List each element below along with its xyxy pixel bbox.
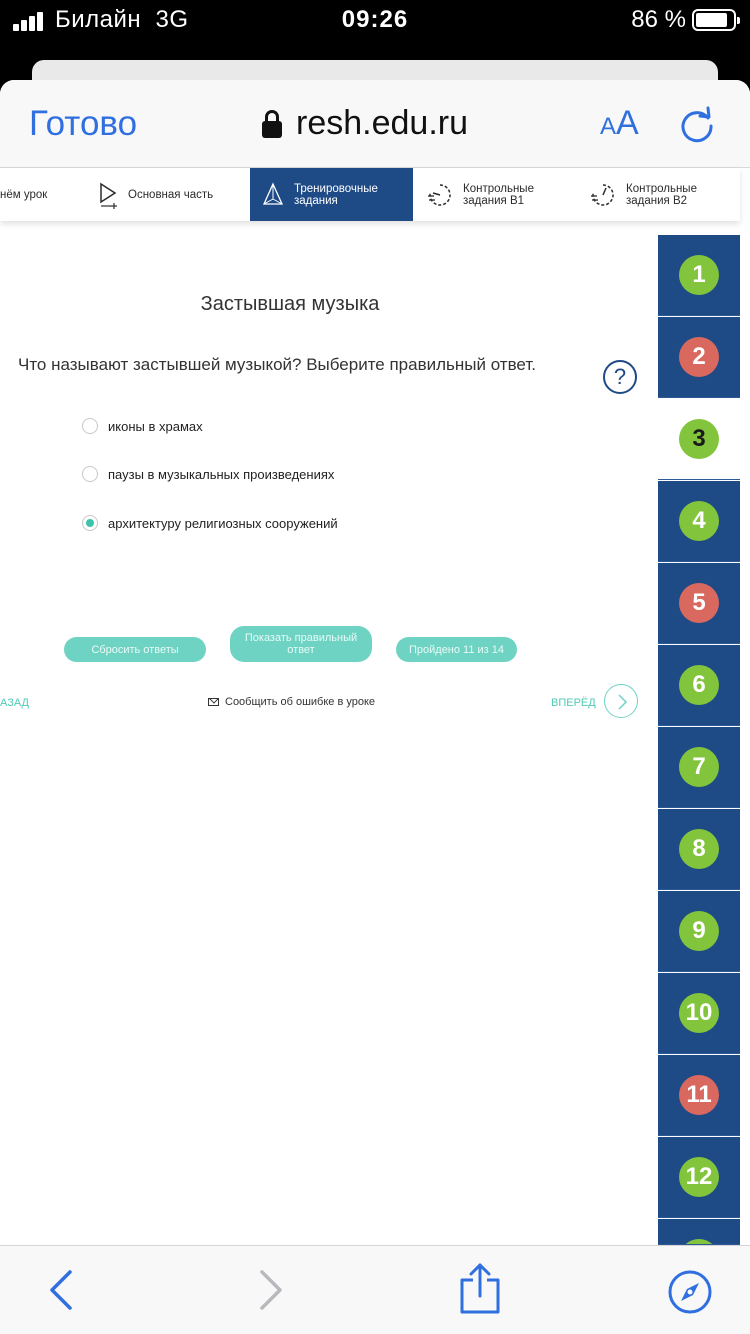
browser-sheet	[0, 80, 750, 1334]
task-number-7[interactable]	[658, 727, 740, 808]
tab-label: Тренировочные задания	[294, 182, 378, 207]
battery-fill	[696, 13, 727, 27]
battery-icon	[692, 9, 736, 31]
play-icon	[98, 181, 118, 209]
reload-icon[interactable]	[678, 106, 716, 144]
task-number-5[interactable]	[658, 563, 740, 644]
compass-icon[interactable]	[666, 1268, 714, 1316]
task-number-9[interactable]	[658, 891, 740, 972]
radio-button[interactable]	[82, 466, 98, 482]
task-number-circle: 3	[679, 419, 719, 459]
chevron-right-icon	[605, 685, 639, 719]
task-number-8[interactable]	[658, 809, 740, 890]
radio-button[interactable]	[82, 418, 98, 434]
task-number-2[interactable]	[658, 317, 740, 398]
tab-main-part[interactable]	[98, 168, 248, 221]
task-number-circle: 5	[679, 583, 719, 623]
task-number-1[interactable]	[658, 235, 740, 316]
stopwatch-icon	[590, 182, 616, 208]
back-arrow-icon[interactable]	[44, 1266, 78, 1314]
progress-badge: Пройдено 11 из 14	[396, 637, 517, 662]
show-answer-button[interactable]: Показать правильный ответ	[230, 626, 372, 662]
clock: 09:26	[341, 6, 409, 33]
tab-lesson[interactable]	[0, 168, 90, 221]
task-number-circle: 2	[679, 337, 719, 377]
text-size-big: A	[616, 104, 639, 142]
mail-icon	[208, 698, 219, 706]
forward-link[interactable]: ВПЕРЁД	[551, 697, 596, 709]
task-number-circle: 9	[679, 911, 719, 951]
url-text: resh.edu.ru	[296, 104, 468, 142]
safari-header	[0, 80, 750, 168]
option-label: паузы в музыкальных произведениях	[108, 466, 335, 482]
answer-option[interactable]	[82, 466, 334, 482]
tab-training[interactable]	[250, 168, 413, 221]
task-title: Застывшая музыка	[200, 293, 380, 315]
lock-icon	[262, 110, 282, 138]
tab-label: Контрольные задания В2	[626, 182, 697, 207]
reset-answers-button[interactable]: Сбросить ответы	[64, 637, 206, 662]
tab-label: нём урок	[0, 188, 48, 201]
forward-arrow-icon[interactable]	[254, 1266, 288, 1314]
task-number-10[interactable]	[658, 973, 740, 1054]
task-numbers	[658, 235, 740, 1245]
task-number-12[interactable]	[658, 1137, 740, 1218]
task-number-4[interactable]	[658, 481, 740, 562]
task-number-circle: 6	[679, 665, 719, 705]
answer-option[interactable]	[82, 515, 338, 531]
help-icon[interactable]: ?	[603, 360, 637, 394]
stopwatch-icon	[427, 182, 453, 208]
tab-label: Основная часть	[128, 188, 214, 201]
report-label: Сообщить об ошибке в уроке	[225, 696, 376, 708]
task-number-11[interactable]	[658, 1055, 740, 1136]
task-number-circle: 7	[679, 747, 719, 787]
report-error-link[interactable]	[208, 696, 375, 708]
task-number-3[interactable]	[658, 399, 740, 480]
carrier-name: Билайн	[55, 6, 142, 33]
carrier-label	[55, 6, 189, 34]
share-icon[interactable]	[458, 1262, 502, 1316]
task-number-circle: 1	[679, 255, 719, 295]
option-label: иконы в храмах	[108, 418, 203, 434]
question-text: Что называют застывшей музыкой? Выберите правильный ответ.	[18, 355, 536, 374]
pyramid-icon	[262, 182, 284, 208]
option-label: архитектуру религиозных сооружений	[108, 515, 338, 531]
status-bar	[0, 0, 750, 40]
text-size-button[interactable]	[600, 104, 639, 143]
task-number-circle: 10	[679, 993, 719, 1033]
network-type: 3G	[155, 6, 189, 33]
task-number-6[interactable]	[658, 645, 740, 726]
answer-option[interactable]	[82, 418, 203, 434]
task-number-circle: 4	[679, 501, 719, 541]
battery-percent: 86 %	[631, 6, 686, 33]
forward-button[interactable]	[604, 684, 638, 718]
address-bar[interactable]	[262, 104, 468, 143]
tab-control-b1[interactable]	[427, 168, 577, 221]
task-number-circle: 12	[679, 1157, 719, 1197]
task-number-13[interactable]	[658, 1219, 740, 1245]
task-number-circle: 11	[679, 1075, 719, 1115]
tab-control-b2[interactable]	[590, 168, 740, 221]
tab-label: Контрольные задания В1	[463, 182, 534, 207]
lesson-tabs	[0, 168, 740, 221]
signal-icon	[13, 11, 47, 31]
task-number-circle: 8	[679, 829, 719, 869]
done-button[interactable]: Готово	[29, 104, 138, 143]
radio-button-checked[interactable]	[82, 515, 98, 531]
text-size-small: A	[600, 113, 617, 140]
safari-toolbar	[0, 1245, 750, 1334]
back-link[interactable]: АЗАД	[0, 697, 30, 709]
